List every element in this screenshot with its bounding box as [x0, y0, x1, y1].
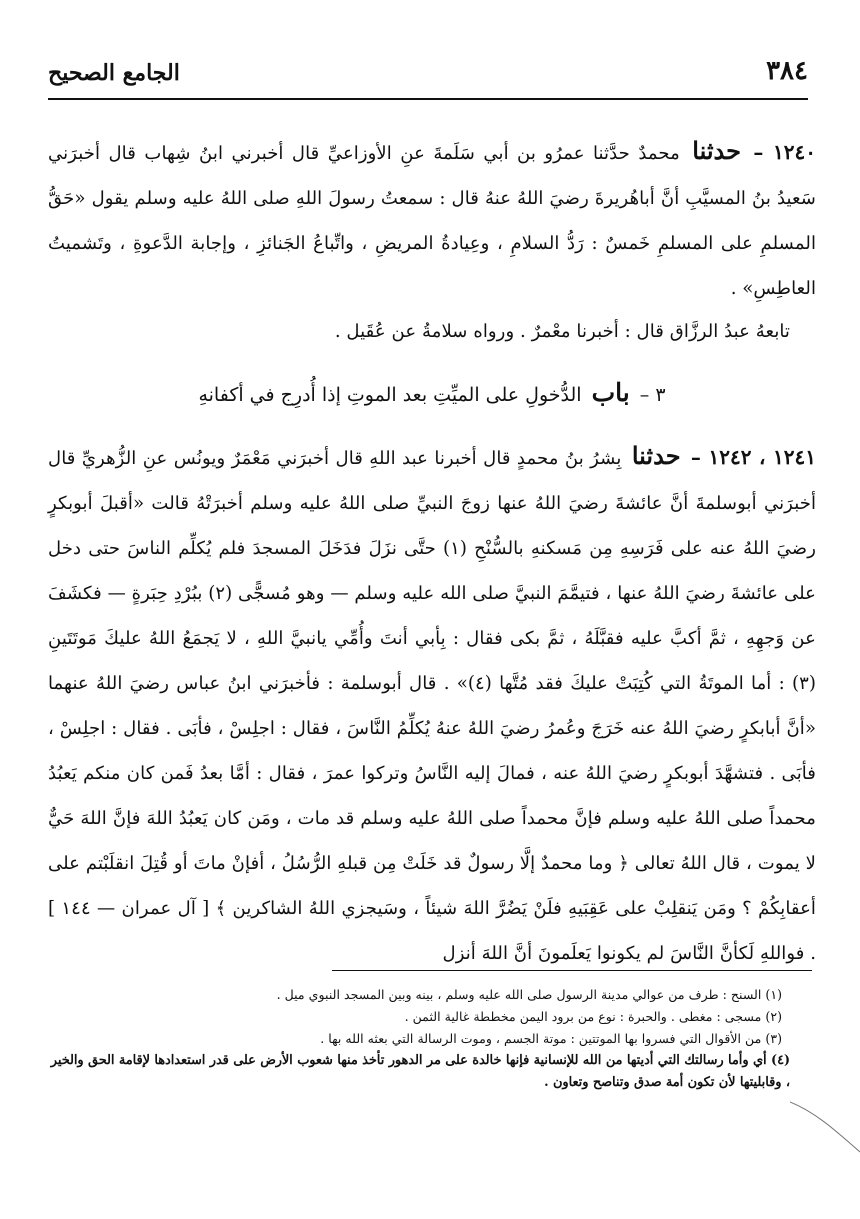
footnote-4: (٤) أي وأما رسالتك التي أديتها من الله للإنسانية فإنها خالدة على مر الدهور تأخذ منها شعوب الأرض على قدر استعدادها لإقامة الحق والخير ، وقابليتها لأن تكون أمة صدق وتناصح وتعاون .	[50, 1053, 790, 1090]
footnote-2: (٢) مسجى : مغطى . والحبرة : نوع من برود اليمن مخططة غالية الثمن .	[404, 1009, 782, 1024]
footnote-separator	[332, 970, 812, 971]
footnote-1: (١) السنح : طرف من عوالي مدينة الرسول صلى الله عليه وسلم ، بينه وبين المسجد النبوي ميل .	[276, 987, 782, 1002]
main-text	[48, 128, 816, 976]
haddathana-word: حدثنا	[692, 136, 741, 165]
page-number: ٣٨٤	[766, 56, 808, 86]
haddathana-word: حدثنا	[631, 441, 681, 470]
hadith-follow-up: تابعهُ عبدُ الرزَّاق قال : أخبرنا معْمرٌ . ورواه سلامةُ عن عُقَيل .	[334, 321, 790, 342]
book-title: الجامع الصحيح	[48, 60, 180, 86]
chapter-bab-word: باب	[591, 378, 630, 407]
footnotes	[48, 984, 816, 1094]
page-header	[48, 54, 808, 100]
chapter-heading	[48, 365, 816, 423]
chapter-number: ٣ –	[639, 384, 666, 406]
hadith-text: بِشرُ بنُ محمدٍ قال أخبرنا عبد اللهِ قال أخبرَني مَعْمَرٌ ويونُس عنِ الزُّهريِّ قال أخبرَني أبوسلمةَ أنَّ عائشةَ رضيَ اللهُ عنها زوجَ النبيِّ صلى اللهُ عليه وسلم أخبرَتْهُ قالت «أقبلَ أبوبكرٍ رضيَ اللهُ عنه على فَرَسِهِ مِن مَسكنهِ بالسُّنْحِ (١) حتَّى نزَلَ فدَخَلَ المسجدَ فلم يُكلِّم الناسَ حتى دخل على عائشةَ رضيَ اللهُ عنها ، فتيمَّمَ النبيَّ صلى الله عليه وسلم — وهو مُسجًّى (٢) ببُرْدِ حِبَرةٍ — فكشَفَ عن وَجهِهِ ، ثمَّ أكبَّ عليه فقبَّلَهُ ، ثمَّ بكى فقال : بِأبي أنتَ وأُمِّي يانبيَّ اللهِ ، لا يَجمَعُ اللهُ عليكَ مَوتَتَينِ (٣) : أما الموتَةُ التي كُتِبَتْ عليكَ فقد مُتَّها (٤)» . قال أبوسلمة : فأخبرَني ابنُ عباس رضيَ اللهُ عنهما «أنَّ أبابكرٍ رضيَ اللهُ عنه خَرَجَ وعُمرُ رضيَ اللهُ عنهُ يُكلِّمُ النَّاسَ ، فقال : اجلِسْ ، فأبَى . فقال : اجلِسْ ، فأبَى . فتشهَّدَ أبوبكرٍ رضيَ اللهُ عنه ، فمالَ إليه النَّاسُ وتركوا عمرَ ، فقال : أمَّا بعدُ فَمن كان منكم يَعبُدُ محمداً صلى اللهُ عليه وسلم فإنَّ محمداً صلى اللهُ عليه وسلم قد مات ، ومَن كان يَعبُدُ اللهَ فإنَّ اللهَ حَيٌّ لا يموت ، قال اللهُ تعالى ﴿ وما محمدٌ إلَّا رسولٌ قد خَلَتْ مِن قبلهِ الرُّسُلُ ، أفإنْ ماتَ أو قُتِلَ انقلَبْتم على أعقابِكُمْ ؟ ومَن يَنقلِبْ على عَقِبَيهِ فلَنْ يَضُرَّ اللهَ شيئاً ، وسَيجزي اللهُ الشاكرين ﴾ [ آل عمران — ١٤٤ ] . فواللهِ لَكأنَّ النَّاسَ لم يكونوا يَعلَمونَ أنَّ اللهَ أنزل	[48, 448, 816, 964]
hadith-number: ١٢٤٠ –	[753, 140, 816, 164]
hadith-text: محمدٌ حدَّثنا عمرُو بن أبي سَلَمةَ عنِ الأوزاعيِّ قال أخبرني ابنُ شِهاب قال أخبرَني سَعيدُ بنُ المسيَّبِ أنَّ أباهُريرةَ رضيَ اللهُ عنهُ قال : سمعتُ رسولَ اللهِ صلى اللهُ عليه وسلم يقول «حَقُّ المسلمِ على المسلمِ خَمسٌ : رَدُّ السلامِ ، وعِيادةُ المريضِ ، واتِّباعُ الجَنائزِ ، وإجابة الدَّعوةِ ، وتَشميتُ العاطِسِ» .	[48, 143, 816, 299]
page-edge-mark	[790, 1100, 860, 1160]
hadith-number: ١٢٤١ ، ١٢٤٢ –	[690, 445, 816, 469]
chapter-title: الدُّخولِ على الميِّتِ بعد الموتِ إذا أُدرِج في أكفانهِ	[198, 384, 582, 406]
hadith-1240	[48, 128, 816, 311]
hadith-1241	[48, 433, 816, 976]
footnote-3: (٣) من الأقوال التي فسروا بها الموتتين : موتة الجسم ، وموت الرسالة التي بعثه الله بها .	[320, 1031, 782, 1046]
